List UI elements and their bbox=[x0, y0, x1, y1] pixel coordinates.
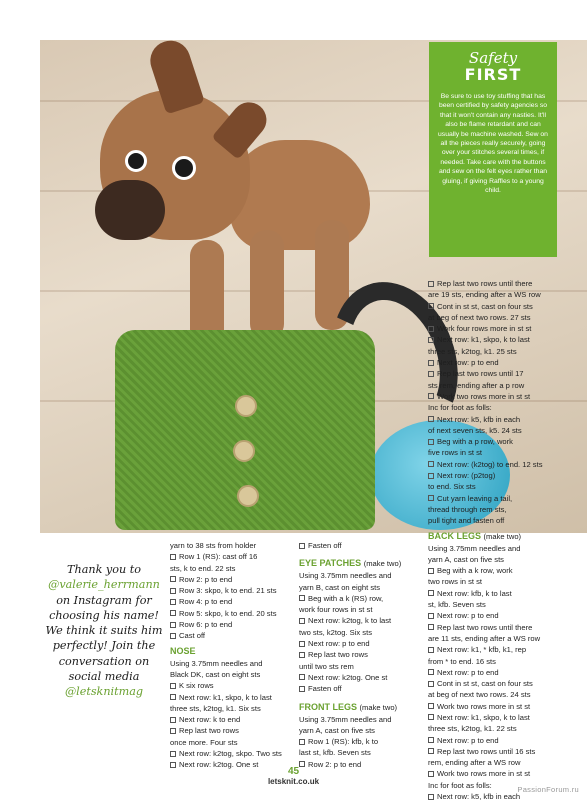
pattern-column-2 bbox=[299, 540, 424, 770]
dog-muzzle bbox=[95, 180, 165, 240]
instruction-text: three sts, k2tog, k1. 22 sts bbox=[428, 724, 517, 734]
instruction-line bbox=[428, 436, 578, 447]
instruction-line bbox=[428, 610, 578, 621]
instruction-line bbox=[299, 627, 424, 638]
instruction-text: Beg with a k (RS) row, bbox=[308, 593, 384, 603]
instruction-line bbox=[428, 346, 578, 357]
instruction-line bbox=[170, 563, 295, 574]
checkbox-icon[interactable] bbox=[170, 728, 176, 734]
instruction-text: rem, ending after a WS row bbox=[428, 758, 521, 768]
instruction-text: Next row: kfb, k to last bbox=[437, 588, 512, 598]
instruction-line bbox=[428, 301, 578, 312]
safety-body: Be sure to use toy stuffing that has been certified by safety agencies so that it won't contain any nasties. It'll also be flame retardant and can usually be machine washed. Sew on all the pieces really securely, going over your stitches several times, if needed. Take care with the buttons and sew on the felt eyes rather than gluing, if giving Raffles to a young child. bbox=[438, 93, 548, 195]
instruction-text: Next row: k2tog, k to last bbox=[308, 616, 392, 626]
instruction-line bbox=[428, 368, 578, 379]
instruction-text: Inc for foot as folls: bbox=[428, 780, 492, 790]
instruction-text: from * to end. 16 sts bbox=[428, 656, 496, 666]
instruction-line bbox=[170, 551, 295, 562]
instruction-line bbox=[299, 638, 424, 649]
eye-patches-instructions bbox=[299, 570, 424, 694]
instruction-line bbox=[428, 357, 578, 368]
instruction-text: Next row: p to end bbox=[308, 639, 370, 649]
instruction-text: Next row: k1, skpo, k to last bbox=[437, 712, 530, 722]
instruction-text: Rep last two rows bbox=[179, 726, 239, 736]
instruction-line bbox=[428, 323, 578, 334]
instruction-text: Work two rows more in st st bbox=[437, 391, 531, 401]
instruction-line bbox=[299, 725, 424, 736]
instruction-line bbox=[428, 470, 578, 481]
checkbox-icon[interactable] bbox=[170, 576, 176, 582]
instruction-line bbox=[170, 714, 295, 725]
instruction-line bbox=[170, 658, 295, 669]
instruction-text: Next row: k1, * kfb, k1, rep bbox=[437, 645, 527, 655]
checkbox-icon[interactable] bbox=[170, 751, 176, 757]
dog-leg bbox=[250, 230, 284, 340]
instruction-line bbox=[170, 669, 295, 680]
instruction-text: st, kfb. Seven sts bbox=[428, 600, 486, 610]
checkbox-icon[interactable] bbox=[428, 794, 434, 800]
instruction-text: pull tight and fasten off bbox=[428, 516, 505, 526]
checkbox-icon[interactable] bbox=[428, 748, 434, 754]
checkbox-icon[interactable] bbox=[428, 360, 434, 366]
checkbox-icon[interactable] bbox=[428, 337, 434, 343]
instruction-line bbox=[428, 622, 578, 633]
instruction-line bbox=[299, 649, 424, 660]
instruction-line bbox=[428, 481, 578, 492]
checkbox-icon[interactable] bbox=[299, 739, 305, 745]
instruction-line bbox=[428, 576, 578, 587]
section-heading-front-legs: FRONT LEGS (make two) bbox=[299, 701, 398, 712]
checkbox-icon[interactable] bbox=[299, 674, 305, 680]
instagram-handle-link[interactable]: @valerie_herrmann bbox=[48, 578, 160, 592]
instruction-line bbox=[170, 737, 295, 748]
instruction-text: Rep last two rows until there bbox=[437, 622, 533, 632]
site-url[interactable]: letsknit.co.uk bbox=[267, 777, 320, 786]
instruction-line bbox=[299, 582, 424, 593]
instruction-line bbox=[428, 380, 578, 391]
instruction-text: Next row: k1, skpo, k to last bbox=[437, 335, 530, 345]
instruction-line bbox=[428, 599, 578, 610]
checkbox-icon[interactable] bbox=[428, 473, 434, 479]
vest-button bbox=[235, 395, 257, 417]
instruction-text: Row 5: skpo, k to end. 20 sts bbox=[179, 608, 277, 618]
safety-title-emphasis: FIRST bbox=[464, 65, 522, 84]
instruction-line bbox=[170, 608, 295, 619]
vest-button bbox=[237, 485, 259, 507]
instruction-text: Next row: (p2tog) bbox=[437, 471, 496, 481]
instruction-line bbox=[428, 701, 578, 712]
instruction-line bbox=[428, 504, 578, 515]
instruction-text: at beg of next two rows. 27 sts bbox=[428, 312, 531, 322]
instruction-text: once more. Four sts bbox=[170, 737, 238, 747]
instruction-text: K six rows bbox=[179, 681, 214, 691]
instruction-text: Row 2: p to end bbox=[308, 759, 362, 769]
thanks-line: Thank you to bbox=[67, 563, 141, 576]
instruction-text: yarn to 38 sts from holder bbox=[170, 541, 257, 550]
instruction-text: Next row: (k2tog) to end. 12 sts bbox=[437, 459, 543, 469]
instruction-line bbox=[428, 289, 578, 300]
instruction-line bbox=[428, 334, 578, 345]
instruction-line bbox=[299, 672, 424, 683]
instruction-line bbox=[428, 515, 578, 526]
instruction-text: thread through rem sts, bbox=[428, 504, 507, 514]
instruction-text: sts rem, ending after a p row bbox=[428, 380, 525, 390]
checkbox-icon[interactable] bbox=[428, 393, 434, 399]
instruction-text: Next row: k2tog. One st bbox=[179, 760, 259, 770]
checkbox-icon[interactable] bbox=[428, 681, 434, 687]
instruction-line bbox=[170, 630, 295, 641]
instruction-text: Black DK, cast on eight sts bbox=[170, 669, 261, 679]
checkbox-icon[interactable] bbox=[170, 694, 176, 700]
instruction-text: work four rows in st st bbox=[299, 605, 373, 615]
instruction-text: Next row: p to end bbox=[437, 735, 499, 745]
instruction-text: to end. Six sts bbox=[428, 482, 476, 492]
checkbox-icon[interactable] bbox=[428, 613, 434, 619]
instruction-text: Inc for foot as folls: bbox=[428, 403, 492, 413]
checkbox-icon[interactable] bbox=[428, 737, 434, 743]
section-heading-back-legs: BACK LEGS (make two) bbox=[428, 530, 522, 541]
instruction-text: Rep last two rows until 16 sts bbox=[437, 746, 536, 756]
checkbox-icon[interactable] bbox=[299, 686, 305, 692]
dog-eye bbox=[172, 156, 196, 180]
checkbox-icon[interactable] bbox=[428, 568, 434, 574]
checkbox-icon[interactable] bbox=[170, 599, 176, 605]
instruction-text: Beg with a p row, work bbox=[437, 437, 513, 447]
instruction-line bbox=[299, 747, 424, 758]
dog-body bbox=[230, 140, 370, 250]
instruction-text: Next row: k5, kfb in each bbox=[437, 792, 521, 800]
knitted-vest bbox=[115, 330, 375, 530]
instruction-line bbox=[428, 493, 578, 504]
instruction-text: Fasten off bbox=[308, 541, 342, 550]
instruction-line bbox=[428, 554, 578, 565]
instruction-line bbox=[428, 689, 578, 700]
instruction-text: two sts, k2tog. Six sts bbox=[299, 627, 373, 637]
instruction-text: Row 4: p to end bbox=[179, 597, 233, 607]
instruction-text: Next row: k2tog. One st bbox=[308, 672, 388, 682]
instruction-text: Cont in st st, cast on four sts bbox=[437, 301, 533, 311]
instruction-text: five rows in st st bbox=[428, 448, 483, 458]
instruction-line bbox=[299, 540, 424, 551]
instruction-text: sts, k to end. 22 sts bbox=[170, 563, 236, 573]
checkbox-icon[interactable] bbox=[299, 618, 305, 624]
instruction-line bbox=[428, 425, 578, 436]
instruction-text: two rows in st st bbox=[428, 577, 483, 587]
instruction-line bbox=[299, 593, 424, 604]
instruction-text: Work two rows more in st st bbox=[437, 701, 531, 711]
checkbox-icon[interactable] bbox=[428, 416, 434, 422]
instruction-text: three sts, k2tog, k1. 25 sts bbox=[428, 346, 517, 356]
instruction-text: Using 3.75mm needles and bbox=[299, 571, 392, 581]
safety-first-box bbox=[429, 42, 557, 257]
right-col-top bbox=[428, 278, 578, 527]
instruction-line bbox=[428, 312, 578, 323]
nose-instructions bbox=[170, 658, 295, 771]
page-number: 45 bbox=[287, 766, 300, 777]
instruction-text: Work four rows more in st st bbox=[437, 324, 532, 334]
checkbox-icon[interactable] bbox=[170, 683, 176, 689]
checkbox-icon[interactable] bbox=[428, 303, 434, 309]
checkbox-icon[interactable] bbox=[170, 610, 176, 616]
instruction-text: Next row: k2tog, skpo. Two sts bbox=[179, 749, 282, 759]
checkbox-icon[interactable] bbox=[170, 633, 176, 639]
instruction-text: Next row: k5, kfb in each bbox=[437, 414, 521, 424]
instruction-text: Beg with a k row, work bbox=[437, 566, 513, 576]
back-legs-instructions bbox=[428, 543, 578, 800]
pattern-column-right bbox=[428, 278, 578, 800]
instruction-line bbox=[428, 667, 578, 678]
instruction-line bbox=[428, 588, 578, 599]
section-heading-nose: NOSE bbox=[170, 645, 196, 656]
checkbox-icon[interactable] bbox=[428, 703, 434, 709]
checkbox-icon[interactable] bbox=[299, 652, 305, 658]
instruction-text: Work two rows more in st st bbox=[437, 769, 531, 779]
instruction-line bbox=[428, 565, 578, 576]
safety-title: Safety bbox=[468, 49, 518, 67]
instruction-text: Row 1 (RS): kfb, k to bbox=[308, 737, 379, 747]
instruction-line bbox=[170, 540, 295, 551]
instruction-line bbox=[170, 574, 295, 585]
instruction-text: of next seven sts, k5. 24 sts bbox=[428, 425, 522, 435]
instruction-line bbox=[428, 656, 578, 667]
instruction-text: until two sts rem bbox=[299, 661, 354, 671]
checkbox-icon[interactable] bbox=[299, 543, 305, 549]
instruction-line bbox=[170, 596, 295, 607]
instruction-line bbox=[170, 619, 295, 630]
instruction-text: Using 3.75mm needles and bbox=[299, 714, 392, 724]
instruction-line bbox=[428, 414, 578, 425]
instruction-line bbox=[299, 683, 424, 694]
checkbox-icon[interactable] bbox=[428, 647, 434, 653]
instruction-text: Row 1 (RS): cast off 16 bbox=[179, 552, 258, 562]
instruction-line bbox=[170, 585, 295, 596]
instruction-text: Fasten off bbox=[308, 684, 342, 694]
checkbox-icon[interactable] bbox=[170, 717, 176, 723]
checkbox-icon[interactable] bbox=[170, 622, 176, 628]
instruction-line bbox=[428, 644, 578, 655]
instruction-text: yarn B, cast on eight sts bbox=[299, 582, 381, 592]
instruction-text: Row 2: p to end bbox=[179, 574, 233, 584]
checkbox-icon[interactable] bbox=[428, 495, 434, 501]
instruction-text: Cont in st st, cast on four sts bbox=[437, 679, 533, 689]
instruction-line bbox=[170, 725, 295, 736]
checkbox-icon[interactable] bbox=[170, 588, 176, 594]
checkbox-icon[interactable] bbox=[428, 281, 434, 287]
checkbox-icon[interactable] bbox=[170, 554, 176, 560]
instruction-line bbox=[170, 703, 295, 714]
checkbox-icon[interactable] bbox=[428, 714, 434, 720]
instruction-line bbox=[170, 680, 295, 691]
checkbox-icon[interactable] bbox=[428, 669, 434, 675]
checkbox-icon[interactable] bbox=[428, 624, 434, 630]
instruction-line bbox=[428, 746, 578, 757]
front-legs-instructions bbox=[299, 714, 424, 770]
instruction-line bbox=[428, 678, 578, 689]
instruction-line bbox=[428, 633, 578, 644]
instruction-text: Rep last two rows bbox=[308, 650, 368, 660]
instruction-line bbox=[428, 402, 578, 413]
dog-eye bbox=[125, 150, 147, 172]
instruction-text: Next row: p to end bbox=[437, 358, 499, 368]
instruction-line bbox=[299, 736, 424, 747]
instruction-line bbox=[299, 570, 424, 581]
section-heading-eye-patches: EYE PATCHES (make two) bbox=[299, 558, 402, 569]
instruction-line bbox=[428, 447, 578, 458]
col2-top bbox=[299, 540, 424, 551]
checkbox-icon[interactable] bbox=[299, 641, 305, 647]
checkbox-icon[interactable] bbox=[428, 371, 434, 377]
instruction-text: Row 6: p to end bbox=[179, 620, 233, 630]
instruction-text: are 19 sts, ending after a WS row bbox=[428, 290, 541, 300]
checkbox-icon[interactable] bbox=[299, 595, 305, 601]
thanks-line: on Instagram for choosing his name! We think it suits him perfectly! Join the conversation on social media bbox=[45, 593, 163, 684]
checkbox-icon[interactable] bbox=[428, 590, 434, 596]
instruction-line bbox=[428, 735, 578, 746]
instruction-line bbox=[299, 604, 424, 615]
instruction-line bbox=[428, 278, 578, 289]
instruction-text: at beg of next two rows. 24 sts bbox=[428, 690, 531, 700]
watermark: PassionForum.ru bbox=[517, 785, 579, 794]
vest-button bbox=[233, 440, 255, 462]
instruction-line bbox=[170, 692, 295, 703]
pattern-column-1 bbox=[170, 540, 295, 771]
instruction-text: are 11 sts, ending after a WS row bbox=[428, 633, 541, 643]
col1-instructions bbox=[170, 540, 295, 642]
instruction-line bbox=[170, 748, 295, 759]
instruction-line bbox=[428, 712, 578, 723]
instruction-line bbox=[428, 723, 578, 734]
instruction-text: Next row: k1, skpo, k to last bbox=[179, 692, 272, 702]
instruction-text: Cut yarn leaving a tail, bbox=[437, 493, 513, 503]
instruction-text: Rep last two rows until there bbox=[437, 279, 533, 288]
checkbox-icon[interactable] bbox=[428, 326, 434, 332]
instruction-text: Rep last two rows until 17 bbox=[437, 369, 524, 379]
instruction-text: Using 3.75mm needles and bbox=[428, 543, 521, 553]
thanks-note bbox=[44, 562, 164, 700]
instruction-text: Row 3: skpo, k to end. 21 sts bbox=[179, 586, 277, 596]
instruction-text: yarn A, cast on five sts bbox=[428, 554, 504, 564]
instruction-line bbox=[299, 714, 424, 725]
instruction-text: last st, kfb. Seven sts bbox=[299, 748, 371, 758]
instruction-line bbox=[299, 661, 424, 672]
instruction-text: Next row: p to end bbox=[437, 611, 499, 621]
instruction-text: Using 3.75mm needles and bbox=[170, 658, 263, 668]
instruction-text: three sts, k2tog, k1. Six sts bbox=[170, 703, 261, 713]
social-handle-link[interactable]: @letsknitmag bbox=[64, 685, 144, 699]
checkbox-icon[interactable] bbox=[428, 439, 434, 445]
instruction-text: Next row: p to end bbox=[437, 667, 499, 677]
instruction-line bbox=[428, 391, 578, 402]
instruction-text: Next row: k to end bbox=[179, 715, 241, 725]
checkbox-icon[interactable] bbox=[428, 461, 434, 467]
instruction-line bbox=[428, 459, 578, 470]
instruction-line bbox=[428, 543, 578, 554]
instruction-text: yarn A, cast on five sts bbox=[299, 725, 375, 735]
instruction-line bbox=[299, 615, 424, 626]
instruction-text: Cast off bbox=[179, 631, 206, 641]
